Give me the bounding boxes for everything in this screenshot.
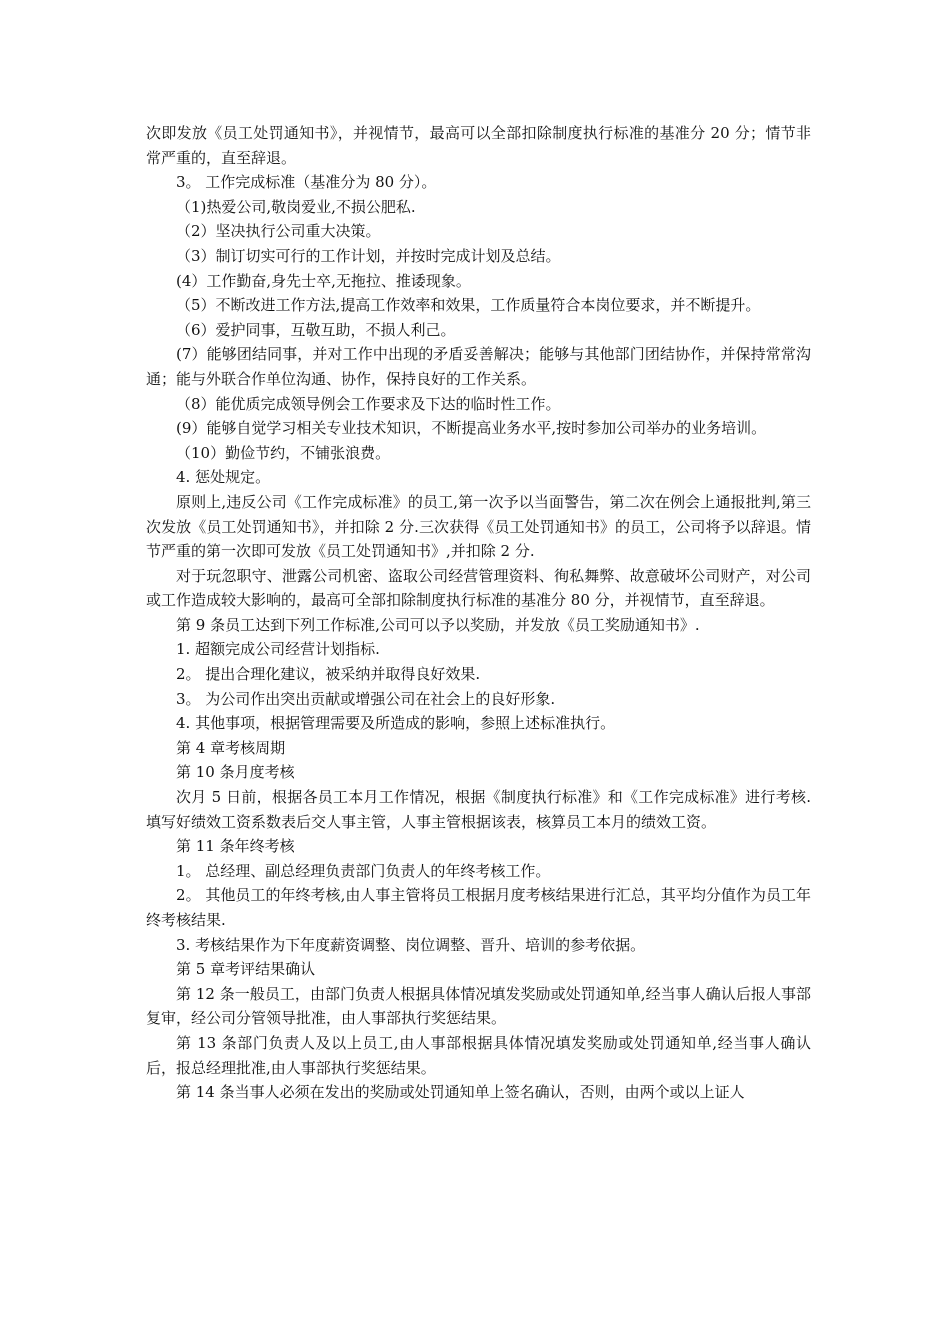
paragraph: 次月 5 日前，根据各员工本月工作情况，根据《制度执行标准》和《工作完成标准》进行考核.填写好绩效工资系数表后交人事主管，人事主管根据该表，核算员工本月的绩效工资。: [146, 788, 811, 831]
paragraph: 原则上,违反公司《工作完成标准》的员工,第一次予以当面警告，第二次在例会上通报批判,第三次发放《员工处罚通知书》，并扣除 2 分.三次获得《员工处罚通知书》的员工，公司将予以辞退。情节严重的第一次即可发放《员工处罚通知书》,并扣除 2 分.: [146, 492, 811, 561]
paragraph: （1)热爱公司,敬岗爱业,不损公肥私.: [176, 197, 416, 216]
paragraph: （8）能优质完成领导例会工作要求及下达的临时性工作。: [176, 394, 561, 413]
paragraph: 3。 为公司作出突出贡献或增强公司在社会上的良好形象.: [176, 689, 556, 708]
chapter-heading: 第 4 章考核周期: [176, 738, 286, 757]
paragraph: 1。 总经理、副总经理负责部门负责人的年终考核工作。: [176, 861, 551, 880]
paragraph: 第 9 条员工达到下列工作标准,公司可以予以奖励，并发放《员工奖励通知书》.: [176, 615, 700, 634]
paragraph: 2。 提出合理化建议，被采纳并取得良好效果.: [176, 665, 481, 684]
paragraph: 对于玩忽职守、泄露公司机密、盗取公司经营管理资料、徇私舞弊、故意破坏公司财产，对公司或工作造成较大影响的，最高可全部扣除制度执行标准的基准分 80 分，并视情节，直至辞退。: [146, 566, 811, 610]
paragraph: 2。 其他员工的年终考核,由人事主管将员工根据月度考核结果进行汇总，其平均分值作为员工年终考核结果.: [146, 886, 811, 929]
paragraph: 1. 超额完成公司经营计划指标.: [176, 640, 380, 659]
article-heading: 第 10 条月度考核: [176, 763, 295, 782]
paragraph: (4）工作勤奋,身先士卒,无拖拉、推诿现象。: [176, 271, 471, 290]
paragraph: (7）能够团结同事，并对工作中出现的矛盾妥善解决；能够与其他部门团结协作，并保持常常沟通；能与外联合作单位沟通、协作，保持良好的工作关系。: [146, 345, 811, 388]
paragraph: (9）能够自觉学习相关专业技术知识，不断提高业务水平,按时参加公司举办的业务培训。: [176, 419, 767, 438]
paragraph: （3）制订切实可行的工作计划，并按时完成计划及总结。: [176, 246, 561, 265]
paragraph: 第 12 条一般员工，由部门负责人根据具体情况填发奖励或处罚通知单,经当事人确认后报人事部复审，经公司分管领导批准，由人事部执行奖惩结果。: [146, 984, 811, 1028]
paragraph: （6）爱护同事，互敬互助，不损人利己。: [176, 320, 456, 339]
paragraph: 4. 惩处规定。: [176, 468, 271, 487]
article-heading: 第 11 条年终考核: [176, 837, 295, 856]
paragraph: 3. 考核结果作为下年度薪资调整、岗位调整、晋升、培训的参考依据。: [176, 935, 646, 954]
paragraph: 第 13 条部门负责人及以上员工,由人事部根据具体情况填发奖励或处罚通知单,经当事人确认后，报总经理批准,由人事部执行奖惩结果。: [146, 1033, 811, 1077]
paragraph: （2）坚决执行公司重大决策。: [176, 222, 381, 241]
chapter-heading: 第 5 章考评结果确认: [176, 960, 316, 979]
paragraph: 次即发放《员工处罚通知书》，并视情节，最高可以全部扣除制度执行标准的基准分 20 分；情节非常严重的，直至辞退。: [146, 124, 811, 167]
paragraph: 3。 工作完成标准（基准分为 80 分）。: [176, 173, 437, 192]
document-body: [146, 121, 811, 1105]
paragraph: 第 14 条当事人必须在发出的奖励或处罚通知单上签名确认，否则，由两个或以上证人: [176, 1083, 745, 1102]
paragraph: （10）勤俭节约，不铺张浪费。: [176, 443, 391, 462]
paragraph: （5）不断改进工作方法,提高工作效率和效果，工作质量符合本岗位要求，并不断提升。: [176, 296, 761, 315]
paragraph: 4. 其他事项，根据管理需要及所造成的影响，参照上述标准执行。: [176, 714, 616, 733]
